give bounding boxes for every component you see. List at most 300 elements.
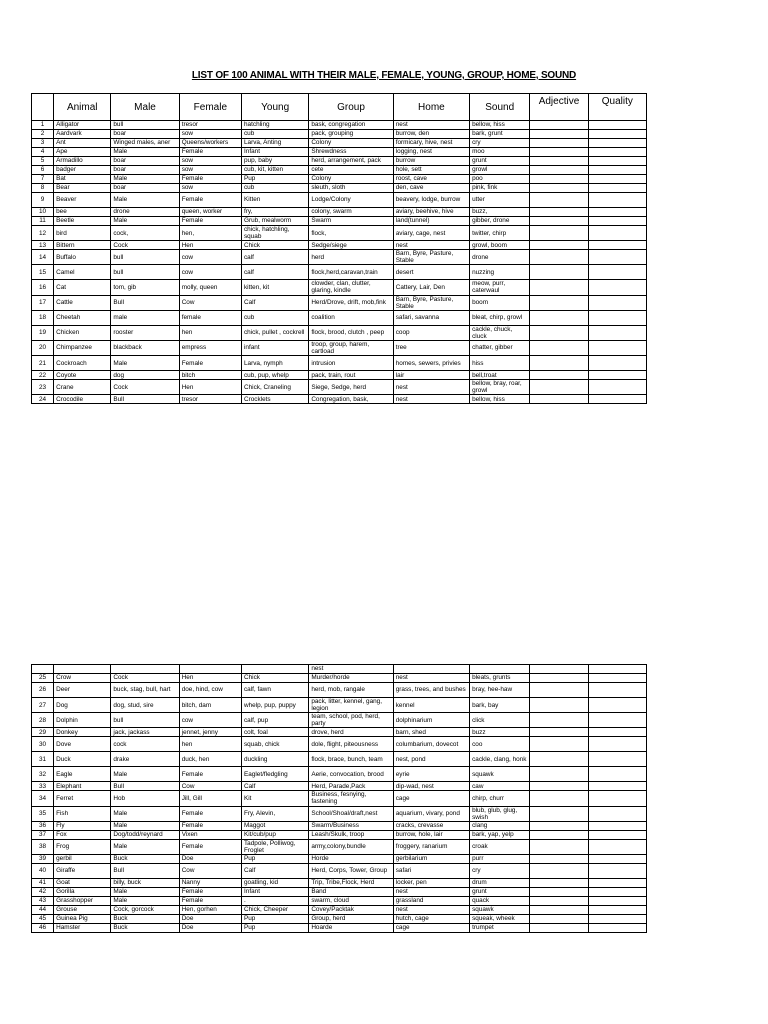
cell-animal: Elephant bbox=[54, 782, 111, 791]
cell-home: nest, pond bbox=[393, 752, 469, 767]
cell-sound: bark, grunt bbox=[470, 130, 530, 139]
cell-animal: Fox bbox=[54, 830, 111, 839]
cell-sound: caw bbox=[470, 782, 530, 791]
cell-male: buck, stag, bull, hart bbox=[111, 683, 179, 698]
cell-sound: buzz bbox=[470, 728, 530, 737]
cell-animal: Fly bbox=[54, 821, 111, 830]
cell-sound: squeak, wheek bbox=[470, 914, 530, 923]
cell-animal: Buffalo bbox=[54, 250, 111, 265]
cell-home: nest bbox=[393, 887, 469, 896]
table-row bbox=[32, 395, 647, 404]
table-row bbox=[32, 674, 647, 683]
cell-young: Calf bbox=[241, 295, 308, 310]
header-cell-quality: Quality bbox=[588, 94, 646, 121]
cell-number: 18 bbox=[32, 310, 54, 325]
cell-female: Cow bbox=[179, 863, 241, 878]
cell-number: 21 bbox=[32, 356, 54, 371]
cell-male: Bull bbox=[111, 395, 179, 404]
header-cell-group: Group bbox=[309, 94, 393, 121]
cell-young: duckling bbox=[241, 752, 308, 767]
cell-home: nest bbox=[393, 674, 469, 683]
cell-home: cage bbox=[393, 791, 469, 806]
cell-sound: squawk bbox=[470, 905, 530, 914]
cell-male: tom, gib bbox=[111, 280, 179, 295]
cell-sound: blub, glub, glug, swish bbox=[470, 806, 530, 821]
cell-number: 30 bbox=[32, 737, 54, 752]
cell-quality bbox=[588, 356, 646, 371]
cell-sound: bellow, hiss bbox=[470, 395, 530, 404]
cell-quality bbox=[588, 208, 646, 217]
cell-number: 43 bbox=[32, 896, 54, 905]
cell-number: 29 bbox=[32, 728, 54, 737]
cell-adjective bbox=[530, 325, 588, 340]
cell-sound: cry bbox=[470, 863, 530, 878]
cell-home: safari, savanna bbox=[393, 310, 469, 325]
cell-male: Bull bbox=[111, 295, 179, 310]
cell-female: cow bbox=[179, 250, 241, 265]
cell-animal: Cheetah bbox=[54, 310, 111, 325]
table-row bbox=[32, 184, 647, 193]
cell-animal: Coyote bbox=[54, 371, 111, 380]
cell-quality bbox=[588, 713, 646, 728]
table-body-2 bbox=[32, 665, 647, 933]
cell-adjective bbox=[530, 806, 588, 821]
table-row bbox=[32, 752, 647, 767]
cell-number: 42 bbox=[32, 887, 54, 896]
cell-quality bbox=[588, 340, 646, 355]
cell-young: Pup bbox=[241, 854, 308, 863]
cell-male: cock, bbox=[111, 226, 179, 241]
cell-quality bbox=[588, 157, 646, 166]
cell-group: nest bbox=[309, 665, 393, 674]
cell-number: 37 bbox=[32, 830, 54, 839]
cell-male: billy, buck bbox=[111, 878, 179, 887]
cell-young: Chick bbox=[241, 241, 308, 250]
cell-number bbox=[32, 665, 54, 674]
table-row bbox=[32, 166, 647, 175]
cell-adjective bbox=[530, 157, 588, 166]
cell-animal: Deer bbox=[54, 683, 111, 698]
cell-quality bbox=[588, 791, 646, 806]
cell-home: nest bbox=[393, 905, 469, 914]
table-row bbox=[32, 923, 647, 932]
cell-quality bbox=[588, 854, 646, 863]
cell-young: Calf bbox=[241, 863, 308, 878]
cell-adjective bbox=[530, 226, 588, 241]
header-row bbox=[32, 94, 647, 121]
cell-home: locker, pen bbox=[393, 878, 469, 887]
cell-group: Herd, Parade,Pack bbox=[309, 782, 393, 791]
cell-male: bull bbox=[111, 265, 179, 280]
cell-group: dole, flight, piteousness bbox=[309, 737, 393, 752]
cell-female: Female bbox=[179, 821, 241, 830]
cell-home: beavery, lodge, burrow bbox=[393, 193, 469, 208]
cell-group: Trip, Tribe,Flock, Herd bbox=[309, 878, 393, 887]
cell-adjective bbox=[530, 737, 588, 752]
table-row bbox=[32, 854, 647, 863]
cell-number: 11 bbox=[32, 217, 54, 226]
cell-sound: croak bbox=[470, 839, 530, 854]
cell-animal: bird bbox=[54, 226, 111, 241]
cell-number: 8 bbox=[32, 184, 54, 193]
table-row bbox=[32, 698, 647, 713]
cell-sound: bellow, bray, roar, growl bbox=[470, 380, 530, 395]
header-cell-sound: Sound bbox=[470, 94, 530, 121]
cell-adjective bbox=[530, 265, 588, 280]
cell-home: formicary, hive, nest bbox=[393, 139, 469, 148]
cell-male: Cock bbox=[111, 380, 179, 395]
cell-sound: bellow, hiss bbox=[470, 121, 530, 130]
cell-female: Hen, gorhen bbox=[179, 905, 241, 914]
cell-animal: Frog bbox=[54, 839, 111, 854]
cell-number: 25 bbox=[32, 674, 54, 683]
cell-adjective bbox=[530, 148, 588, 157]
table-row bbox=[32, 340, 647, 355]
table-row bbox=[32, 250, 647, 265]
cell-home: den, cave bbox=[393, 184, 469, 193]
cell-group: Colony bbox=[309, 175, 393, 184]
cell-quality bbox=[588, 752, 646, 767]
cell-home: burrow, hole, lair bbox=[393, 830, 469, 839]
cell-number: 14 bbox=[32, 250, 54, 265]
cell-home: nest bbox=[393, 395, 469, 404]
cell-number: 35 bbox=[32, 806, 54, 821]
cell-group: flock, bbox=[309, 226, 393, 241]
cell-number: 20 bbox=[32, 340, 54, 355]
cell-quality bbox=[588, 863, 646, 878]
cell-adjective bbox=[530, 340, 588, 355]
cell-home: gerbilarium bbox=[393, 854, 469, 863]
cell-female: hen, bbox=[179, 226, 241, 241]
cell-adjective bbox=[530, 184, 588, 193]
cell-male: boar bbox=[111, 184, 179, 193]
cell-female bbox=[179, 665, 241, 674]
table-row bbox=[32, 728, 647, 737]
cell-young: cub bbox=[241, 310, 308, 325]
cell-sound: utter bbox=[470, 193, 530, 208]
table-row bbox=[32, 310, 647, 325]
cell-male: drake bbox=[111, 752, 179, 767]
cell-sound: bray, hee-haw bbox=[470, 683, 530, 698]
table-row bbox=[32, 121, 647, 130]
cell-female: empress bbox=[179, 340, 241, 355]
table-row bbox=[32, 767, 647, 782]
cell-young: cub bbox=[241, 184, 308, 193]
cell-male: Bull bbox=[111, 863, 179, 878]
cell-male: male bbox=[111, 310, 179, 325]
cell-home: kennel bbox=[393, 698, 469, 713]
cell-quality bbox=[588, 217, 646, 226]
cell-animal: Goat bbox=[54, 878, 111, 887]
cell-female: Female bbox=[179, 148, 241, 157]
table-row bbox=[32, 863, 647, 878]
cell-number: 27 bbox=[32, 698, 54, 713]
cell-female: Female bbox=[179, 839, 241, 854]
cell-adjective bbox=[530, 752, 588, 767]
cell-young: Pup bbox=[241, 175, 308, 184]
cell-number: 2 bbox=[32, 130, 54, 139]
cell-number: 15 bbox=[32, 265, 54, 280]
cell-male: Cock bbox=[111, 674, 179, 683]
cell-number: 32 bbox=[32, 767, 54, 782]
cell-young bbox=[241, 665, 308, 674]
cell-adjective bbox=[530, 896, 588, 905]
table-row bbox=[32, 683, 647, 698]
cell-quality bbox=[588, 121, 646, 130]
table-row bbox=[32, 148, 647, 157]
cell-number: 34 bbox=[32, 791, 54, 806]
cell-young: calf, fawn bbox=[241, 683, 308, 698]
cell-male: Buck bbox=[111, 923, 179, 932]
cell-animal: Ant bbox=[54, 139, 111, 148]
cell-animal: Chimpanzee bbox=[54, 340, 111, 355]
cell-number: 5 bbox=[32, 157, 54, 166]
cell-female: tresor bbox=[179, 121, 241, 130]
cell-adjective bbox=[530, 395, 588, 404]
cell-quality bbox=[588, 914, 646, 923]
cell-home: dolphinarium bbox=[393, 713, 469, 728]
cell-animal: Bat bbox=[54, 175, 111, 184]
cell-quality bbox=[588, 728, 646, 737]
cell-female: Female bbox=[179, 767, 241, 782]
cell-male: Male bbox=[111, 148, 179, 157]
cell-young: whelp, pup, puppy bbox=[241, 698, 308, 713]
cell-female: Vixen bbox=[179, 830, 241, 839]
cell-adjective bbox=[530, 356, 588, 371]
cell-group: Hoarde bbox=[309, 923, 393, 932]
cell-number: 7 bbox=[32, 175, 54, 184]
cell-adjective bbox=[530, 683, 588, 698]
cell-number: 10 bbox=[32, 208, 54, 217]
cell-quality bbox=[588, 683, 646, 698]
cell-male: boar bbox=[111, 157, 179, 166]
cell-female: Female bbox=[179, 896, 241, 905]
cell-quality bbox=[588, 295, 646, 310]
cell-male: Male bbox=[111, 896, 179, 905]
cell-sound: drum bbox=[470, 878, 530, 887]
cell-quality bbox=[588, 325, 646, 340]
cell-quality bbox=[588, 674, 646, 683]
cell-animal: Ferret bbox=[54, 791, 111, 806]
cell-group: herd, arrangement, pack bbox=[309, 157, 393, 166]
cell-male: Male bbox=[111, 806, 179, 821]
cell-quality bbox=[588, 241, 646, 250]
cell-number: 4 bbox=[32, 148, 54, 157]
table-row bbox=[32, 896, 647, 905]
cell-sound: cry bbox=[470, 139, 530, 148]
table-row bbox=[32, 193, 647, 208]
cell-animal: Fish bbox=[54, 806, 111, 821]
cell-adjective bbox=[530, 854, 588, 863]
cell-female: sow bbox=[179, 166, 241, 175]
cell-male: bull bbox=[111, 250, 179, 265]
cell-adjective bbox=[530, 887, 588, 896]
cell-number: 36 bbox=[32, 821, 54, 830]
cell-home: land(tunnel) bbox=[393, 217, 469, 226]
cell-sound: click bbox=[470, 713, 530, 728]
cell-young: Tadpole, Polliwog, Froglet bbox=[241, 839, 308, 854]
table-row bbox=[32, 665, 647, 674]
cell-animal: Crow bbox=[54, 674, 111, 683]
cell-number: 3 bbox=[32, 139, 54, 148]
cell-animal: Grasshopper bbox=[54, 896, 111, 905]
cell-male: Male bbox=[111, 175, 179, 184]
cell-group: Siege, Sedge, herd bbox=[309, 380, 393, 395]
cell-young: Eaglet/fledgling bbox=[241, 767, 308, 782]
cell-sound: quack bbox=[470, 896, 530, 905]
cell-young: squab, chick bbox=[241, 737, 308, 752]
cell-young: Kit/cub/pup bbox=[241, 830, 308, 839]
cell-young: Crocklets bbox=[241, 395, 308, 404]
cell-young: Kit bbox=[241, 791, 308, 806]
cell-female: Queens/workers bbox=[179, 139, 241, 148]
cell-quality bbox=[588, 737, 646, 752]
cell-adjective bbox=[530, 665, 588, 674]
cell-group: Business, fesnying, fastening bbox=[309, 791, 393, 806]
cell-young: chick, pullet , cockrell bbox=[241, 325, 308, 340]
cell-sound: squawk bbox=[470, 767, 530, 782]
cell-young: hatchling bbox=[241, 121, 308, 130]
cell-animal: Ape bbox=[54, 148, 111, 157]
cell-adjective bbox=[530, 371, 588, 380]
cell-adjective bbox=[530, 139, 588, 148]
table-row bbox=[32, 713, 647, 728]
cell-adjective bbox=[530, 821, 588, 830]
cell-home: burrow, den bbox=[393, 130, 469, 139]
cell-adjective bbox=[530, 166, 588, 175]
cell-group: Band bbox=[309, 887, 393, 896]
cell-home: safari bbox=[393, 863, 469, 878]
cell-quality bbox=[588, 139, 646, 148]
table-row bbox=[32, 905, 647, 914]
cell-quality bbox=[588, 148, 646, 157]
cell-female: sow bbox=[179, 157, 241, 166]
cell-male: Buck bbox=[111, 854, 179, 863]
cell-young: Chick bbox=[241, 674, 308, 683]
cell-male: drone bbox=[111, 208, 179, 217]
cell-female: Hen bbox=[179, 380, 241, 395]
cell-animal: Donkey bbox=[54, 728, 111, 737]
cell-young: Chick, Craneling bbox=[241, 380, 308, 395]
cell-male: Male bbox=[111, 217, 179, 226]
cell-group: troop, group, harem, cartload bbox=[309, 340, 393, 355]
cell-adjective bbox=[530, 380, 588, 395]
table-row bbox=[32, 371, 647, 380]
table-row bbox=[32, 241, 647, 250]
cell-animal: Guinea Pig bbox=[54, 914, 111, 923]
cell-home: burrow bbox=[393, 157, 469, 166]
cell-male: Male bbox=[111, 887, 179, 896]
cell-young: calf, pup bbox=[241, 713, 308, 728]
cell-animal: Duck bbox=[54, 752, 111, 767]
cell-number: 17 bbox=[32, 295, 54, 310]
cell-animal: Dog bbox=[54, 698, 111, 713]
cell-quality bbox=[588, 226, 646, 241]
cell-home: nest bbox=[393, 241, 469, 250]
cell-number: 1 bbox=[32, 121, 54, 130]
cell-animal: bee bbox=[54, 208, 111, 217]
table-row bbox=[32, 914, 647, 923]
table-row bbox=[32, 737, 647, 752]
cell-male: bull bbox=[111, 713, 179, 728]
cell-group: swarm, cloud bbox=[309, 896, 393, 905]
cell-group: Herd, Corps, Tower, Group bbox=[309, 863, 393, 878]
cell-quality bbox=[588, 250, 646, 265]
cell-male: Dog/todd/reynard bbox=[111, 830, 179, 839]
cell-male bbox=[111, 665, 179, 674]
cell-female: cow bbox=[179, 713, 241, 728]
cell-number: 26 bbox=[32, 683, 54, 698]
cell-group: Covey/Packtak bbox=[309, 905, 393, 914]
cell-animal: Beaver bbox=[54, 193, 111, 208]
cell-sound: bell,troat bbox=[470, 371, 530, 380]
cell-young: pup, baby bbox=[241, 157, 308, 166]
cell-animal: Cattle bbox=[54, 295, 111, 310]
cell-animal: Beetle bbox=[54, 217, 111, 226]
cell-number: 24 bbox=[32, 395, 54, 404]
cell-home: desert bbox=[393, 265, 469, 280]
cell-adjective bbox=[530, 863, 588, 878]
cell-male: boar bbox=[111, 166, 179, 175]
cell-group: army,colony,bundle bbox=[309, 839, 393, 854]
cell-group: flock,herd,caravan,train bbox=[309, 265, 393, 280]
cell-young: calf bbox=[241, 265, 308, 280]
table-row bbox=[32, 217, 647, 226]
cell-quality bbox=[588, 371, 646, 380]
cell-young: Larva, Anting bbox=[241, 139, 308, 148]
cell-young: Maggot bbox=[241, 821, 308, 830]
cell-young: Pup bbox=[241, 923, 308, 932]
table-row bbox=[32, 208, 647, 217]
header-cell-young: Young bbox=[241, 94, 308, 121]
table-row bbox=[32, 175, 647, 184]
cell-quality bbox=[588, 166, 646, 175]
cell-adjective bbox=[530, 674, 588, 683]
cell-group: cete bbox=[309, 166, 393, 175]
cell-young: kitten, kit bbox=[241, 280, 308, 295]
cell-number: 19 bbox=[32, 325, 54, 340]
cell-sound: purr bbox=[470, 854, 530, 863]
cell-female: Cow bbox=[179, 782, 241, 791]
cell-number: 46 bbox=[32, 923, 54, 932]
cell-quality bbox=[588, 878, 646, 887]
cell-group: pack, litter, kennel, gang, legion bbox=[309, 698, 393, 713]
table-row bbox=[32, 130, 647, 139]
cell-sound: coo bbox=[470, 737, 530, 752]
cell-home: barn, shed bbox=[393, 728, 469, 737]
table-row bbox=[32, 878, 647, 887]
cell-male: dog, stud, sire bbox=[111, 698, 179, 713]
cell-home: columbarium, dovecot bbox=[393, 737, 469, 752]
cell-male: dog bbox=[111, 371, 179, 380]
cell-animal: Dolphin bbox=[54, 713, 111, 728]
cell-sound: bark, yap, yelp bbox=[470, 830, 530, 839]
animal-table-part-1 bbox=[31, 93, 647, 404]
cell-male: Buck bbox=[111, 914, 179, 923]
cell-male: Bull bbox=[111, 782, 179, 791]
cell-adjective bbox=[530, 782, 588, 791]
cell-animal: badger bbox=[54, 166, 111, 175]
cell-female: Female bbox=[179, 193, 241, 208]
cell-sound: chirp, churr bbox=[470, 791, 530, 806]
cell-female: doe, hind, cow bbox=[179, 683, 241, 698]
cell-group: intrusion bbox=[309, 356, 393, 371]
cell-number: 9 bbox=[32, 193, 54, 208]
cell-young: Grub, mealworm bbox=[241, 217, 308, 226]
cell-female: hen bbox=[179, 325, 241, 340]
cell-young: Pup bbox=[241, 914, 308, 923]
table-row bbox=[32, 139, 647, 148]
